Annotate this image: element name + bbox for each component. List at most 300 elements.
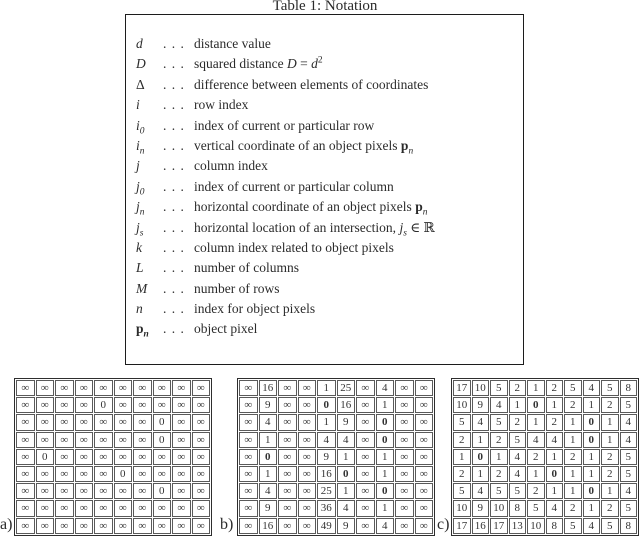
notation-row [136,281,519,301]
grid-cell: 13 [509,518,527,534]
grid-cell: 9 [472,500,490,516]
grid-row [239,397,433,413]
notation-dots: . . . [163,280,185,296]
grid-cell: 10 [472,380,490,396]
grid-cell: ∞ [94,518,113,534]
grid-row [16,466,210,482]
grid-cell: ∞ [298,432,317,448]
grid-cell: 0 [583,483,601,499]
grid-cell: ∞ [75,500,94,516]
grid-row [453,483,637,499]
notation-symbol: $j_0$ [136,178,145,198]
grid-cell: ∞ [192,397,211,413]
grid-cell: 1 [472,432,490,448]
grid-cell: 8 [509,500,527,516]
grid-cell: 1 [259,466,278,482]
grid-cell: ∞ [16,483,35,499]
grid-cell: ∞ [36,432,55,448]
grid-cell: 16 [259,380,278,396]
grid-cell: 2 [490,466,508,482]
grid-cell: 0 [337,466,356,482]
grid-cell: ∞ [298,500,317,516]
grid-cell: ∞ [94,483,113,499]
grid-cell: ∞ [415,500,434,516]
notation-dots: . . . [163,97,185,113]
grid-cell: 4 [509,449,527,465]
grid-cell: 1 [564,466,582,482]
grid-cell: 2 [601,449,619,465]
notation-row [136,220,519,240]
grid-cell: ∞ [55,414,74,430]
grid-cell: 0 [153,414,172,430]
notation-row [136,118,519,138]
grid-cell: 4 [620,432,638,448]
grid-cell: 5 [490,414,508,430]
grid-cell: ∞ [415,432,434,448]
grid-cell: ∞ [172,449,191,465]
grid-cell: 49 [317,518,336,534]
grid-cell: 2 [564,397,582,413]
grid-cell: 4 [490,397,508,413]
grid-cell: 1 [546,449,564,465]
grid-cell: 1 [376,449,395,465]
grid-cell: ∞ [153,500,172,516]
grid-cell: ∞ [192,432,211,448]
notation-dots: . . . [163,219,185,235]
grid-cell: ∞ [395,466,414,482]
grid-cell: 4 [620,483,638,499]
grid-cell: 1 [601,432,619,448]
grid-cell: 10 [490,500,508,516]
grid-cell: 1 [583,500,601,516]
notation-symbol: $i_n$ [136,137,145,157]
grid-cell: ∞ [395,449,414,465]
notation-symbol: $j_s$ [136,219,144,239]
grid-cell: ∞ [239,397,258,413]
grid-cell: ∞ [395,483,414,499]
grid-cell: 9 [317,449,336,465]
grid-row [453,466,637,482]
grid-cell: 1 [546,397,564,413]
grid-cell: 16 [337,397,356,413]
grid-cell: ∞ [172,518,191,534]
grid-cell: ∞ [133,380,152,396]
grid-cell: 2 [453,466,471,482]
grid-cell: ∞ [94,500,113,516]
notation-dots: . . . [163,301,185,317]
grid-cell: 17 [453,518,471,534]
grid-cell: 4 [259,483,278,499]
grid-cell: 4 [376,518,395,534]
grid-cell: ∞ [239,500,258,516]
notation-description: column index related to object pixels [194,239,394,255]
grid-cell: ∞ [94,466,113,482]
grid-cell: ∞ [16,414,35,430]
grid-row [453,432,637,448]
grid-cell: 1 [453,449,471,465]
notation-symbol: Δ [136,76,145,92]
notation-row [136,56,519,76]
grid-cell: 0 [527,397,545,413]
grid-cell: 5 [453,483,471,499]
grid-cell: 1 [472,466,490,482]
grid-cell: ∞ [94,414,113,430]
grid-cell: 1 [583,449,601,465]
grid-cell: ∞ [75,432,94,448]
grid-cell: ∞ [55,397,74,413]
grid-cell: ∞ [133,432,152,448]
grid-cell: 5 [509,483,527,499]
notation-row [136,36,519,56]
grid-cell: 9 [337,518,356,534]
grid-cell: ∞ [16,397,35,413]
notation-symbol: k [136,239,142,255]
grid-cell: ∞ [278,397,297,413]
notation-dots: . . . [163,239,185,255]
grid-cell: ∞ [192,500,211,516]
grid-cell: 5 [490,380,508,396]
grid-cell: 1 [564,432,582,448]
grid-row [239,414,433,430]
grid-cell: ∞ [75,414,94,430]
grid-cell: 1 [376,500,395,516]
grid-cell: 17 [453,380,471,396]
grid-cell: ∞ [239,380,258,396]
grid-cell: ∞ [415,466,434,482]
grid-cell: 0 [583,432,601,448]
grid-cell: ∞ [395,500,414,516]
grid-cell: 5 [601,380,619,396]
grid-label-b: b) [220,516,234,533]
grid-cell: ∞ [16,432,35,448]
grid-row [239,483,433,499]
grid-cell: ∞ [114,483,133,499]
notation-symbol: M [136,280,148,296]
grid-cell: 1 [527,380,545,396]
grid-cell: ∞ [114,414,133,430]
grid-cell: ∞ [153,518,172,534]
grid-cell: ∞ [239,483,258,499]
grid-cell: ∞ [114,518,133,534]
grid-cell: ∞ [133,466,152,482]
grid-cell: 2 [527,449,545,465]
notation-description: distance value [194,36,271,51]
grid-cell: ∞ [114,500,133,516]
grid-cell: 1 [527,414,545,430]
grid-cell: 2 [527,483,545,499]
grid-cell: ∞ [298,414,317,430]
grid-row [239,449,433,465]
grid-cell: 1 [583,397,601,413]
notation-description: difference between elements of coordinates [194,76,429,92]
grid-cell: ∞ [415,449,434,465]
grid-cell: 1 [527,466,545,482]
notation-dots: . . . [163,260,185,276]
distance-grid-a [14,378,212,536]
notation-dots: . . . [163,178,185,194]
grid-cell: ∞ [192,414,211,430]
grid-cell: 0 [376,414,395,430]
grid-cell: ∞ [75,449,94,465]
grid-cell: ∞ [36,380,55,396]
grid-row [453,414,637,430]
grid-cell: 5 [620,397,638,413]
grid-cell: 5 [620,500,638,516]
notation-description: number of columns [194,260,299,276]
grid-row [16,449,210,465]
notation-box [125,14,524,365]
grid-cell: ∞ [153,380,172,396]
grid-cell: ∞ [415,380,434,396]
grid-row [16,414,210,430]
grid-cell: ∞ [133,483,152,499]
grid-cell: 0 [94,397,113,413]
grid-cell: 0 [472,449,490,465]
notation-dots: . . . [163,321,185,337]
grid-cell: ∞ [55,466,74,482]
grid-cell: ∞ [239,432,258,448]
grid-cell: 1 [564,483,582,499]
notation-row [136,77,519,97]
grid-cell: 25 [337,380,356,396]
grid-cell: ∞ [16,466,35,482]
distance-grid-c [451,378,639,536]
grid-cell: 16 [472,518,490,534]
grid-cell: 16 [317,466,336,482]
grid-cell: ∞ [415,397,434,413]
grid-cell: 4 [583,518,601,534]
grid-cell: ∞ [172,483,191,499]
grid-cell: 10 [453,397,471,413]
grid-cell: ∞ [75,466,94,482]
grid-cell: ∞ [94,449,113,465]
grid-label-a: a) [0,516,13,533]
grid-cell: 16 [259,518,278,534]
grid-cell: ∞ [278,500,297,516]
grid-cell: ∞ [75,397,94,413]
grid-cell: ∞ [55,500,74,516]
grid-cell: 0 [114,466,133,482]
grid-cell: 1 [337,483,356,499]
grid-cell: 5 [564,380,582,396]
grid-cell: ∞ [114,397,133,413]
grid-cell: ∞ [395,397,414,413]
grid-cell: 5 [564,518,582,534]
grid-row [16,380,210,396]
grid-cell: ∞ [172,466,191,482]
grid-row [239,432,433,448]
grid-cell: ∞ [239,414,258,430]
grid-cell: ∞ [192,380,211,396]
notation-dots: . . . [163,56,185,72]
grid-cell: 2 [509,414,527,430]
grid-cell: ∞ [36,500,55,516]
grid-cell: ∞ [133,414,152,430]
grid-cell: ∞ [415,414,434,430]
notation-dots: . . . [163,137,185,153]
notation-row [136,158,519,178]
grid-cell: ∞ [415,483,434,499]
grid-cell: 0 [36,449,55,465]
grid-cell: ∞ [55,432,74,448]
notation-symbol: n [136,301,143,317]
notation-symbol: $j_n$ [136,199,145,218]
notation-row [136,179,519,199]
notation-symbol: d [136,36,143,51]
grid-cell: 9 [472,397,490,413]
grid-cell: 4 [472,483,490,499]
grid-cell: ∞ [356,449,375,465]
grid-cell: ∞ [356,466,375,482]
grid-cell: 17 [490,518,508,534]
grid-cell: 25 [317,483,336,499]
notation-symbol: i [136,97,140,113]
grid-cell: 4 [620,414,638,430]
grid-cell: ∞ [239,449,258,465]
grid-cell: ∞ [356,432,375,448]
grid-cell: 4 [583,380,601,396]
grid-cell: 2 [601,466,619,482]
grid-cell: ∞ [278,518,297,534]
grid-cell: ∞ [75,380,94,396]
grid-cell: 1 [376,466,395,482]
grid-cell: 1 [490,449,508,465]
grid-cell: ∞ [356,483,375,499]
notation-row [136,301,519,321]
grid-cell: ∞ [36,397,55,413]
notation-description: index of current or particular row [194,117,375,133]
grid-cell: ∞ [75,518,94,534]
grid-cell: ∞ [55,380,74,396]
grid-cell: ∞ [133,500,152,516]
grid-cell: ∞ [192,449,211,465]
grid-cell: 2 [509,380,527,396]
grid-row [453,449,637,465]
grid-cell: ∞ [36,483,55,499]
grid-label-c: c) [437,516,450,533]
grid-cell: 4 [527,432,545,448]
grid-cell: 5 [620,449,638,465]
notation-description: horizontal location of an intersection, $j_s$ ∈ ℝ [194,219,435,239]
grid-cell: ∞ [239,466,258,482]
grid-cell: 2 [601,397,619,413]
grid-cell: ∞ [94,432,113,448]
notation-dots: . . . [163,199,185,215]
grid-cell: ∞ [395,414,414,430]
grid-cell: ∞ [94,380,113,396]
grid-cell: ∞ [172,432,191,448]
grid-cell: ∞ [16,380,35,396]
notation-row [136,138,519,158]
grid-cell: ∞ [395,380,414,396]
grid-cell: 1 [601,483,619,499]
grid-cell: 2 [564,449,582,465]
notation-description: horizontal coordinate of an object pixels $p_n$ [194,199,428,218]
grid-row [239,500,433,516]
grid-row [453,380,637,396]
grid-cell: ∞ [172,397,191,413]
grid-cell: 8 [546,518,564,534]
notation-symbol: $i_0$ [136,117,145,137]
grid-cell: ∞ [133,518,152,534]
grid-row [16,432,210,448]
grid-cell: 1 [564,414,582,430]
notation-description: number of rows [194,280,280,296]
grid-cell: ∞ [153,466,172,482]
grid-cell: 4 [509,466,527,482]
notation-dots: . . . [163,76,185,92]
notation-dots: . . . [163,158,185,174]
grid-cell: ∞ [153,449,172,465]
grid-cell: 1 [546,483,564,499]
grid-cell: 10 [527,518,545,534]
grid-cell: 5 [490,483,508,499]
notation-row [136,260,519,280]
grid-cell: ∞ [36,466,55,482]
grid-cell: 5 [527,500,545,516]
grid-row [16,483,210,499]
notation-row [136,321,519,341]
grid-cell: ∞ [114,449,133,465]
grid-cell: ∞ [55,449,74,465]
grid-cell: 9 [259,397,278,413]
notation-description: squared distance $D = d^2$ [194,55,323,72]
grid-cell: 1 [317,380,336,396]
grid-cell: 1 [509,397,527,413]
distance-grid-b [237,378,435,536]
grid-row [453,500,637,516]
grid-cell: 1 [601,414,619,430]
grid-cell: 0 [376,483,395,499]
table-caption: Table 1: Notation [272,0,378,14]
grid-cell: 4 [546,500,564,516]
grid-cell: 2 [546,380,564,396]
grid-row [239,380,433,396]
grid-cell: ∞ [278,414,297,430]
grid-cell: 5 [453,414,471,430]
grid-row [16,500,210,516]
notation-description: index of current or particular column [194,178,394,194]
grid-cell: ∞ [16,518,35,534]
grid-cell: 4 [259,414,278,430]
grid-row [453,518,637,534]
grid-cell: ∞ [278,380,297,396]
grid-cell: 1 [376,397,395,413]
grid-cell: 0 [259,449,278,465]
grid-cell: 4 [337,432,356,448]
grid-cell: ∞ [298,397,317,413]
grid-cell: 4 [317,432,336,448]
grid-cell: 1 [583,466,601,482]
grid-cell: ∞ [278,432,297,448]
grid-cell: 0 [583,414,601,430]
grid-cell: 36 [317,500,336,516]
grid-cell: ∞ [415,518,434,534]
grid-cell: ∞ [356,397,375,413]
grid-cell: ∞ [395,432,414,448]
grid-cell: ∞ [278,466,297,482]
grid-cell: ∞ [356,380,375,396]
grid-cell: ∞ [55,518,74,534]
grid-row [453,397,637,413]
grid-cell: ∞ [298,483,317,499]
grid-cell: 4 [376,380,395,396]
grid-cell: ∞ [114,380,133,396]
grid-cell: ∞ [75,483,94,499]
grid-cell: 2 [564,500,582,516]
grid-cell: 1 [317,414,336,430]
grid-cell: ∞ [114,432,133,448]
